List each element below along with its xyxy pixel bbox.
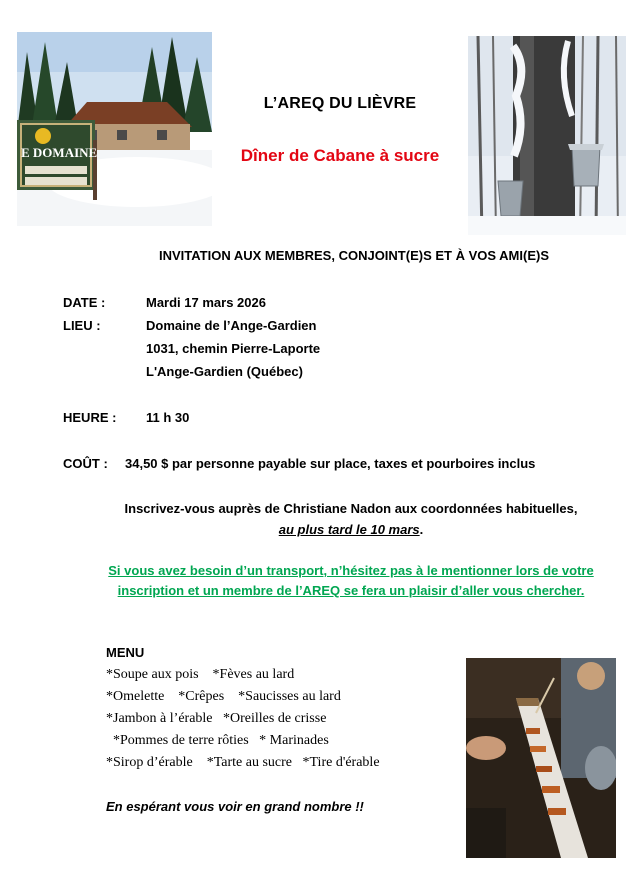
menu-item-line-2: *Omelette *Crêpes *Saucisses au lard [106,689,341,704]
cost-value: 34,50 $ par personne payable sur place, taxes et pourboires inclus [125,456,536,471]
transport-line-1: Si vous avez besoin d’un transport, n’hésitez pas à le mentionner lors de votre [108,563,594,578]
time-label: HEURE : [63,410,117,425]
menu-title: MENU [106,645,145,660]
event-title: Dîner de Cabane à sucre [240,146,440,165]
closing-text: En espérant vous voir en grand nombre !! [106,799,364,814]
menu-item-line-5: *Sirop d’érable *Tarte au sucre *Tire d'érable [106,755,380,770]
place-label: LIEU : [63,318,101,333]
date-value: Mardi 17 mars 2026 [146,295,266,310]
menu-item-line-3: *Jambon à l’érable *Oreilles de crisse [106,711,327,726]
place-line-3: L'Ange-Gardien (Québec) [146,364,303,379]
maple-taffy-photo [466,658,616,858]
sign-text: E DOMAINE [21,145,98,160]
domaine-photo [17,32,212,226]
invitation-heading: INVITATION AUX MEMBRES, CONJOINT(E)S ET À VOS AMI(E)S [158,248,549,263]
menu-item-line-4: *Pommes de terre rôties * Marinades [106,733,329,748]
registration-deadline-row [0,522,644,537]
date-label: DATE : [63,295,106,310]
registration-deadline: au plus tard le 10 mars [278,522,420,537]
place-line-1: Domaine de l’Ange-Gardien [146,318,317,333]
maple-tree-photo [468,36,626,235]
cost-label: COÛT : [63,456,108,471]
menu-item-line-1: *Soupe aux pois *Fèves au lard [106,667,295,682]
time-value: 11 h 30 [146,410,190,425]
registration-line: Inscrivez-vous auprès de Christiane Nadon aux coordonnées habituelles, [124,501,578,516]
org-title: L’AREQ DU LIÈVRE [263,95,417,112]
transport-line-2: inscription et un membre de l’AREQ se fera un plaisir d’aller vous chercher. [117,583,585,598]
place-line-2: 1031, chemin Pierre-Laporte [146,341,321,356]
registration-deadline-end: . [419,522,424,537]
